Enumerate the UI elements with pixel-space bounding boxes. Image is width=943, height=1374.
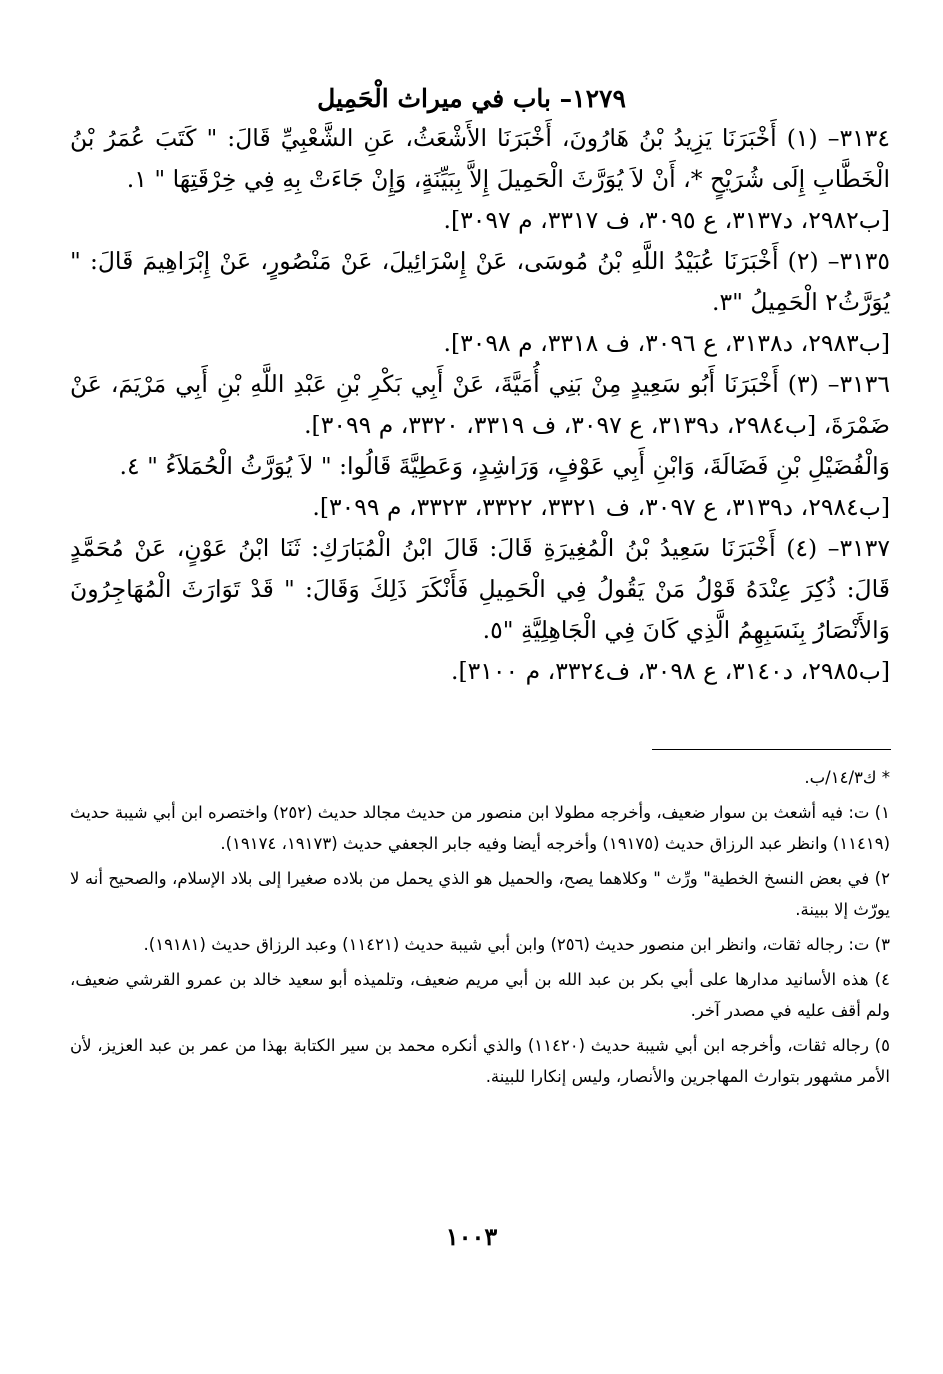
footnote-manuscript: * ك١٤/٣/ب. <box>804 768 890 787</box>
footnote-separator <box>652 749 891 750</box>
hadith-3135-reference: [ب٢٩٨٣، د٣١٣٨، ع ٣٠٩٦، ف ٣٣١٨، م ٣٠٩٨]. <box>443 329 890 357</box>
hadith-3137: ٣١٣٧– (٤) أَخْبَرَنَا سَعِيدُ بْنُ الْمُغِيرَةِ قَالَ: قَالَ ابْنُ الْمُبَارَكِ: ثَنَا ابْنُ عَوْنٍ، عَنْ مُحَمَّدٍ قَالَ: ذُكِرَ عِنْدَهُ قَوْلُ مَنْ يَقُولُ فِي الْحَمِيلِ فَأَنْكَرَ ذَلِكَ وَقَالَ: " قَدْ تَوَارَثَ الْمُهَاجِرُونَ وَالأَنْصَارُ بِنَسَبِهِمُ الَّذِي كَانَ فِي الْجَاهِلِيَّةِ "٥. <box>70 534 891 644</box>
hadith-3135: ٣١٣٥– (٢) أَخْبَرَنَا عُبَيْدُ اللَّهِ بْنُ مُوسَى، عَنْ إِسْرَائِيلَ، عَنْ مَنْصُورٍ، عَنْ إِبْرَاهِيمَ قَالَ: " يُوَرَّثُ٢ الْحَمِيلُ "٣. <box>70 247 891 316</box>
footnote-5: ٥) رجاله ثقات، وأخرجه ابن أبي شيبة حديث (١١٤٢٠) والذي أنكره محمد بن سير الكتابة بهذا من عمر بن عبد العزيز، لأن الأمر مشهور بتوارث المهاجرين والأنصار، وليس إنكارا للبينة. <box>70 1036 890 1086</box>
hadith-3134-reference: [ب٢٩٨٢، د٣١٣٧، ع ٣٠٩٥، ف ٣٣١٧، م ٣٠٩٧]. <box>443 206 890 234</box>
footnotes <box>70 762 890 1096</box>
footnote-3: ٣) ت: رجاله ثقات، وانظر ابن منصور حديث (٢٥٦) وابن أبي شيبة حديث (١١٤٢١) وعبد الرزاق حديث (١٩١٨١). <box>143 935 890 954</box>
hadith-list <box>70 118 890 692</box>
hadith-3134: ٣١٣٤– (١) أَخْبَرَنَا يَزِيدُ بْنُ هَارُونَ، أَخْبَرَنَا الأَشْعَثُ، عَنِ الشَّعْبِيِّ قَالَ: " كَتَبَ عُمَرُ بْنُ الْخَطَّابِ إِلَى شُرَيْحٍ *، أَنْ لاَ يُوَرَّثَ الْحَمِيلَ إِلاَّ بِبَيِّنَةٍ، وَإِنْ جَاءَتْ بِهِ فِي خِرْقَتِهَا " ١. <box>70 124 891 193</box>
hadith-3136-continuation: وَالْفُضَيْلِ بْنِ فَضَالَةَ، وَابْنِ أَبِي عَوْفٍ، وَرَاشِدٍ، وَعَطِيَّةَ قَالُوا: " لاَ يُوَرَّثُ الْحُمَلاَءُ " ٤. <box>119 452 890 480</box>
hadith-3136: ٣١٣٦– (٣) أَخْبَرَنَا أَبُو سَعِيدٍ مِنْ بَنِي أُمَيَّةَ، عَنْ أَبِي بَكْرِ بْنِ عَبْدِ اللَّهِ بْنِ أَبِي مَرْيَمَ، عَنْ ضَمْرَةَ، [ب٢٩٨٤، د٣١٣٩، ع ٣٠٩٧، ف ٣٣١٩، ٣٣٢٠، م ٣٠٩٩]. <box>70 370 890 439</box>
footnote-4: ٤) هذه الأسانيد مدارها على أبي بكر بن عبد الله بن أبي مريم ضعيف، وتلميذه أبو سعيد خالد بن عمرو القرشي ضعيف، ولم أقف عليه في مصدر آخر. <box>70 970 890 1020</box>
hadith-3137-reference: [ب٢٩٨٥، د٣١٤٠، ع ٣٠٩٨، ف٣٣٢٤، م ٣١٠٠]. <box>450 657 890 685</box>
chapter-title: ١٢٧٩– باب في ميراث الْحَمِيل <box>317 84 626 113</box>
footnote-2: ٢) في بعض النسخ الخطية" ورِّث " وكلاهما يصح، والحميل هو الذي يحمل من بلاده صغيرا إلى بلاد الإسلام، والصحيح أنه لا يورّث إلا ببينة. <box>70 869 890 919</box>
page-number: ١٠٠٣ <box>445 1222 498 1251</box>
hadith-3136-reference: [ب٢٩٨٤، د٣١٣٩، ع ٣٠٩٧، ف ٣٣٢١، ٣٣٢٢، ٣٣٢٣، م ٣٠٩٩]. <box>312 493 890 521</box>
footnote-1: ١) ت: فيه أشعث بن سوار ضعيف، وأخرجه مطولا ابن منصور من حديث مجالد حديث (٢٥٢) واختصره ابن أبي شيبة حديث (١١٤١٩) وانظر عبد الرزاق حديث (١٩١٧٥) وأخرجه أيضا وفيه جابر الجعفي حديث (١٩١٧٣، ١٩١٧٤). <box>70 803 890 853</box>
